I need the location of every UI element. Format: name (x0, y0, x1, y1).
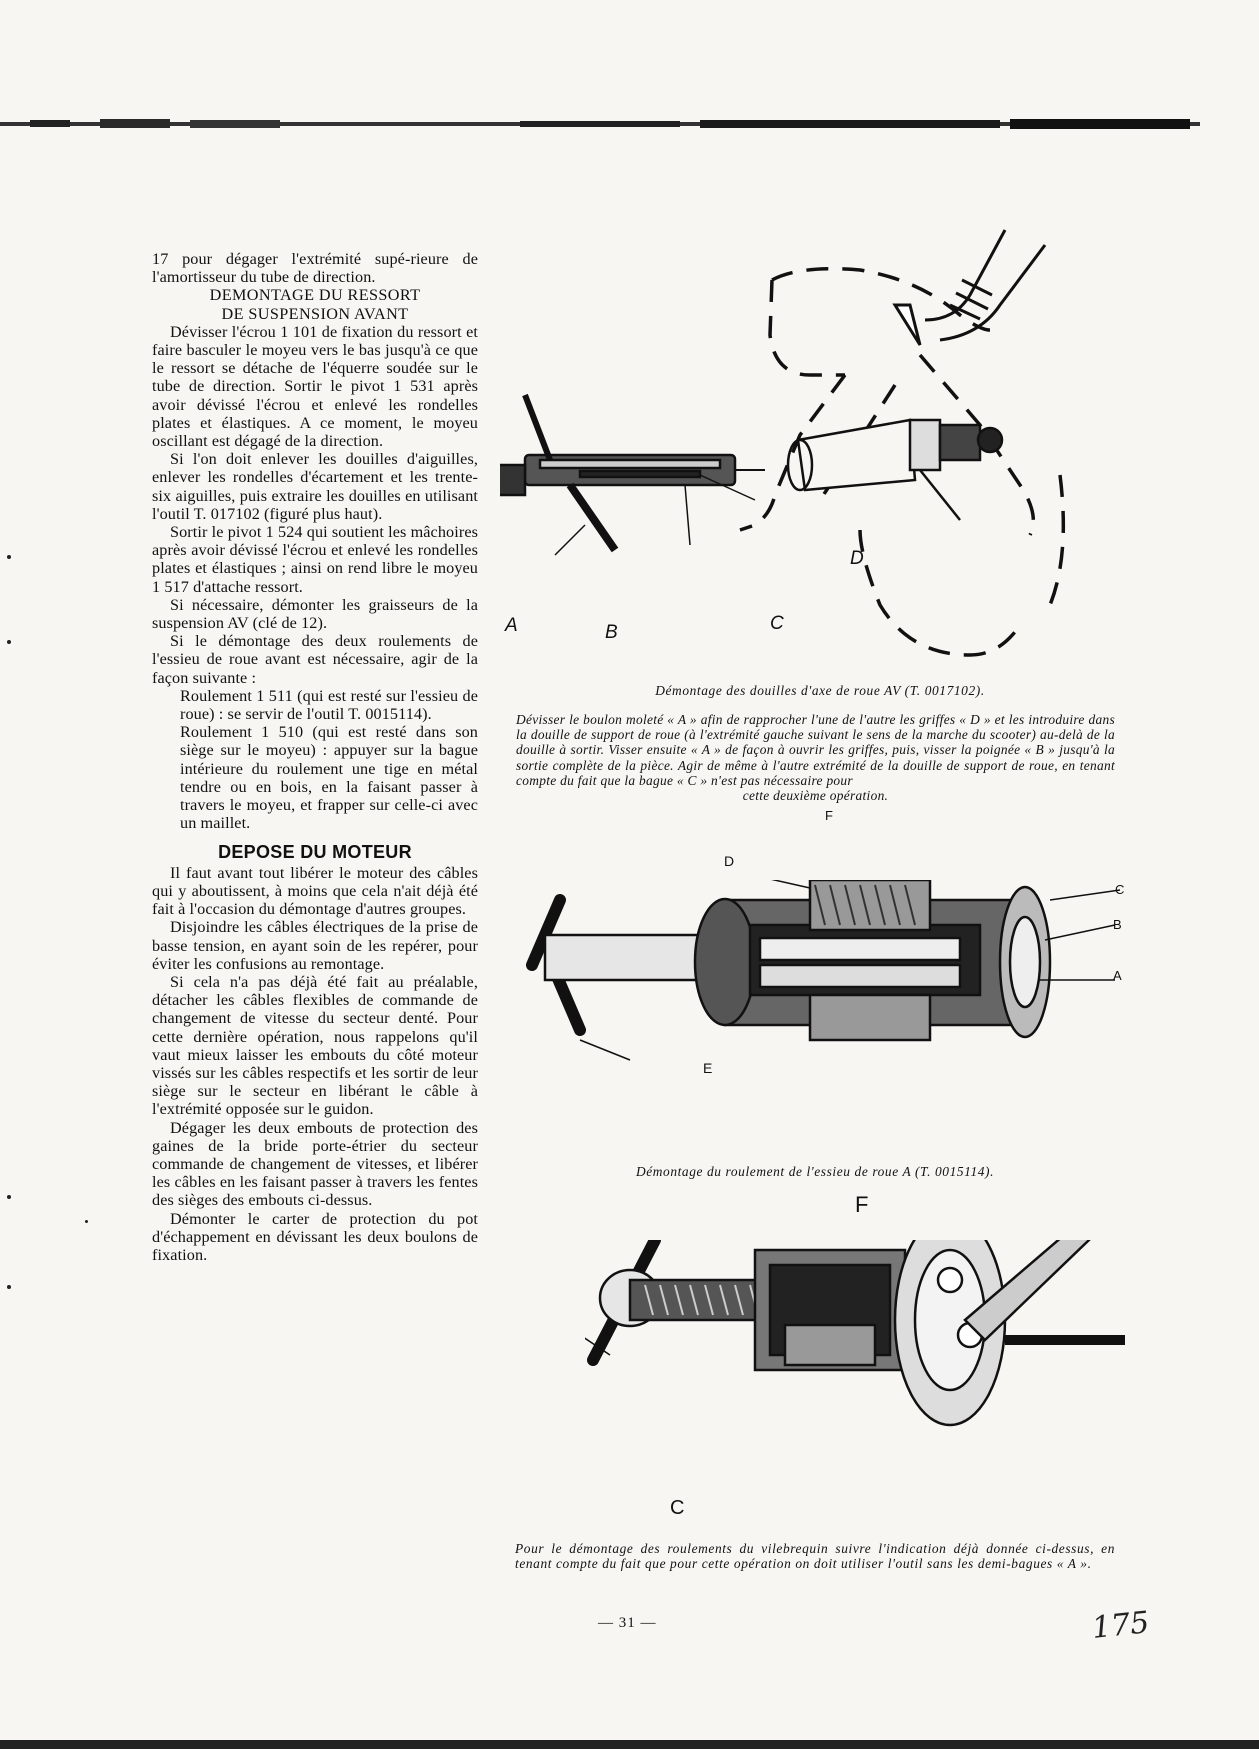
paragraph: Dévisser l'écrou 1 101 de fixation du ressort et faire basculer le moyeu vers le bas jusqu'à ce que le ressort se détache de l'équerre soudée sur le tube de direction. Sortir le pivot 1 531 après avoir dévissé l'écrou et enlevé les rondelles plates et élastiques. A ce moment, le moyeu oscillant est dégagé de la direction. (152, 322, 478, 451)
figure2-label-e: E (703, 1060, 713, 1076)
scan-edge (0, 1740, 1259, 1749)
margin-speck (7, 1285, 11, 1289)
crankshaft-puller-body (593, 1240, 1125, 1425)
margin-speck (85, 1220, 88, 1223)
figure1-label-c: C (770, 613, 784, 634)
margin-speck (7, 555, 11, 559)
figure1-label-d: D (850, 548, 864, 569)
figure2-label-f: F (825, 808, 833, 823)
paragraph: Si le démontage des deux roulements de l'essieu de roue avant est nécessaire, agir de la façon suivante : (152, 632, 478, 687)
paragraph-indented: Roulement 1 510 (qui est resté dans son siège sur le moyeu) : appuyer sur la bague intérieure du roulement une tige en métal tendre ou en bois, en la faisant passer à travers le moyeu, et frapper sur celle-ci avec un maillet. (180, 723, 478, 833)
heading-ressort-line1: DEMONTAGE DU RESSORT (209, 286, 421, 305)
figure2-label-c: C (1115, 882, 1125, 897)
page-number: — 31 — (598, 1615, 657, 1631)
handwritten-page-number: 175 (1090, 1605, 1151, 1646)
left-text-column (152, 250, 478, 1264)
puller-body (532, 880, 1050, 1040)
margin-speck (7, 1195, 11, 1199)
figure1-label-b: B (605, 622, 618, 643)
figure2-caption: Démontage du roulement de l'essieu de roue A (T. 0015114). (635, 1164, 995, 1179)
paragraph-indented: Roulement 1 511 (qui est resté sur l'essieu de roue) : se servir de l'outil T. 0015114). (180, 686, 478, 724)
paragraph: Démonter le carter de protection du pot d'échappement en dévissant les deux boulons de fixation. (152, 1209, 478, 1264)
figure3-label-c: C (670, 1497, 685, 1519)
heading-ressort-line2: DE SUSPENSION AVANT (221, 304, 409, 323)
figure2-label-a: A (1113, 968, 1122, 983)
paragraph: Dégager les deux embouts de protection des gaines de la bride porte-étrier du secteur commande de changement de vitesses, et libérer les câbles en les faisant passer à travers les fentes des sièges des embouts ci-dessus. (152, 1118, 478, 1210)
figure1-label-a: A (505, 615, 518, 636)
paragraph: Disjoindre les câbles électriques de la prise de basse tension, en ayant soin de les repérer, pour éviter les confusions au remontage. (152, 918, 478, 973)
figure2-label-d: D (724, 853, 735, 869)
figure-axle-bushing-extractor (500, 225, 1140, 680)
paragraph-intro: 17 pour dégager l'extrémité supé-rieure de l'amortisseur du tube de direction. (152, 250, 478, 287)
figure3-label-f: F (855, 1192, 869, 1217)
paragraph: Si l'on doit enlever les douilles d'aiguilles, enlever les rondelles d'écartement et les trente-six aiguilles, puis extraire les douilles en utilisant l'outil T. 017102 (figuré plus haut). (152, 450, 478, 523)
figure1-leader-lines (500, 475, 755, 555)
figure-axle-bearing-puller (520, 880, 1120, 1130)
paragraph: Si cela n'a pas déjà été fait au préalable, détacher les câbles flexibles de commande de changement de vitesse du secteur denté. Pour cette dernière opération, nous rappelons qu'il vaut mieux laisser les embouts du côté moteur vissés sur les câbles respectifs et les sortir de leur siège sur le secteur en libérant le câble à l'extrémité opposée sur le guidon. (152, 972, 478, 1119)
extractor-tool (500, 395, 765, 550)
heading-depose-moteur: DEPOSE DU MOTEUR (218, 841, 412, 862)
figure-crankshaft-bearing-puller (585, 1240, 1125, 1510)
figure3-caption: Pour le démontage des roulements du vilebrequin suivre l'indication déjà donnée ci-dessus, en tenant compte du fait que pour cette opération on doit utiliser l'outil sans les demi-bagues « A ». (515, 1541, 1115, 1572)
paragraph: Si nécessaire, démonter les graisseurs de la suspension AV (clé de 12). (152, 595, 478, 633)
figure1-instructions-last: cette deuxième opération. (742, 788, 889, 804)
paragraph: Il faut avant tout libérer le moteur des câbles qui y aboutissent, à moins que cela n'ait déjà été fait à l'occasion du démontage d'autres groupes. (152, 863, 478, 919)
paragraph: Sortir le pivot 1 524 qui soutient les mâchoires après avoir dévissé l'écrou et enlevé les rondelles plates et élastiques ; ainsi on rend libre le moyeu 1 517 d'attache ressort. (152, 523, 478, 596)
wheel-bushing (788, 420, 1002, 520)
figure2-label-b: B (1113, 917, 1122, 932)
figure1-instructions-text: Dévisser le boulon moleté « A » afin de rapprocher l'une de l'autre les griffes « D » et les introduire dans la douille de support de roue (à l'extrémité gauche suivant le sens de la marche du scooter) au-delà de la douille à sortir. Visser ensuite « A » de façon à ouvrir les griffes, puis, visser la poignée « B » jusqu'à la sortie complète de la pièce. Agir de même à l'autre extrémité de la douille de support de roue, en tenant compte du fait que la bague « C » n'est pas nécessaire pour (516, 712, 1115, 788)
margin-speck (7, 640, 11, 644)
figure1-caption: Démontage des douilles d'axe de roue AV (T. 0017102). (655, 683, 985, 698)
figure1-instructions (516, 712, 1115, 803)
top-decorative-rule (0, 117, 1200, 131)
